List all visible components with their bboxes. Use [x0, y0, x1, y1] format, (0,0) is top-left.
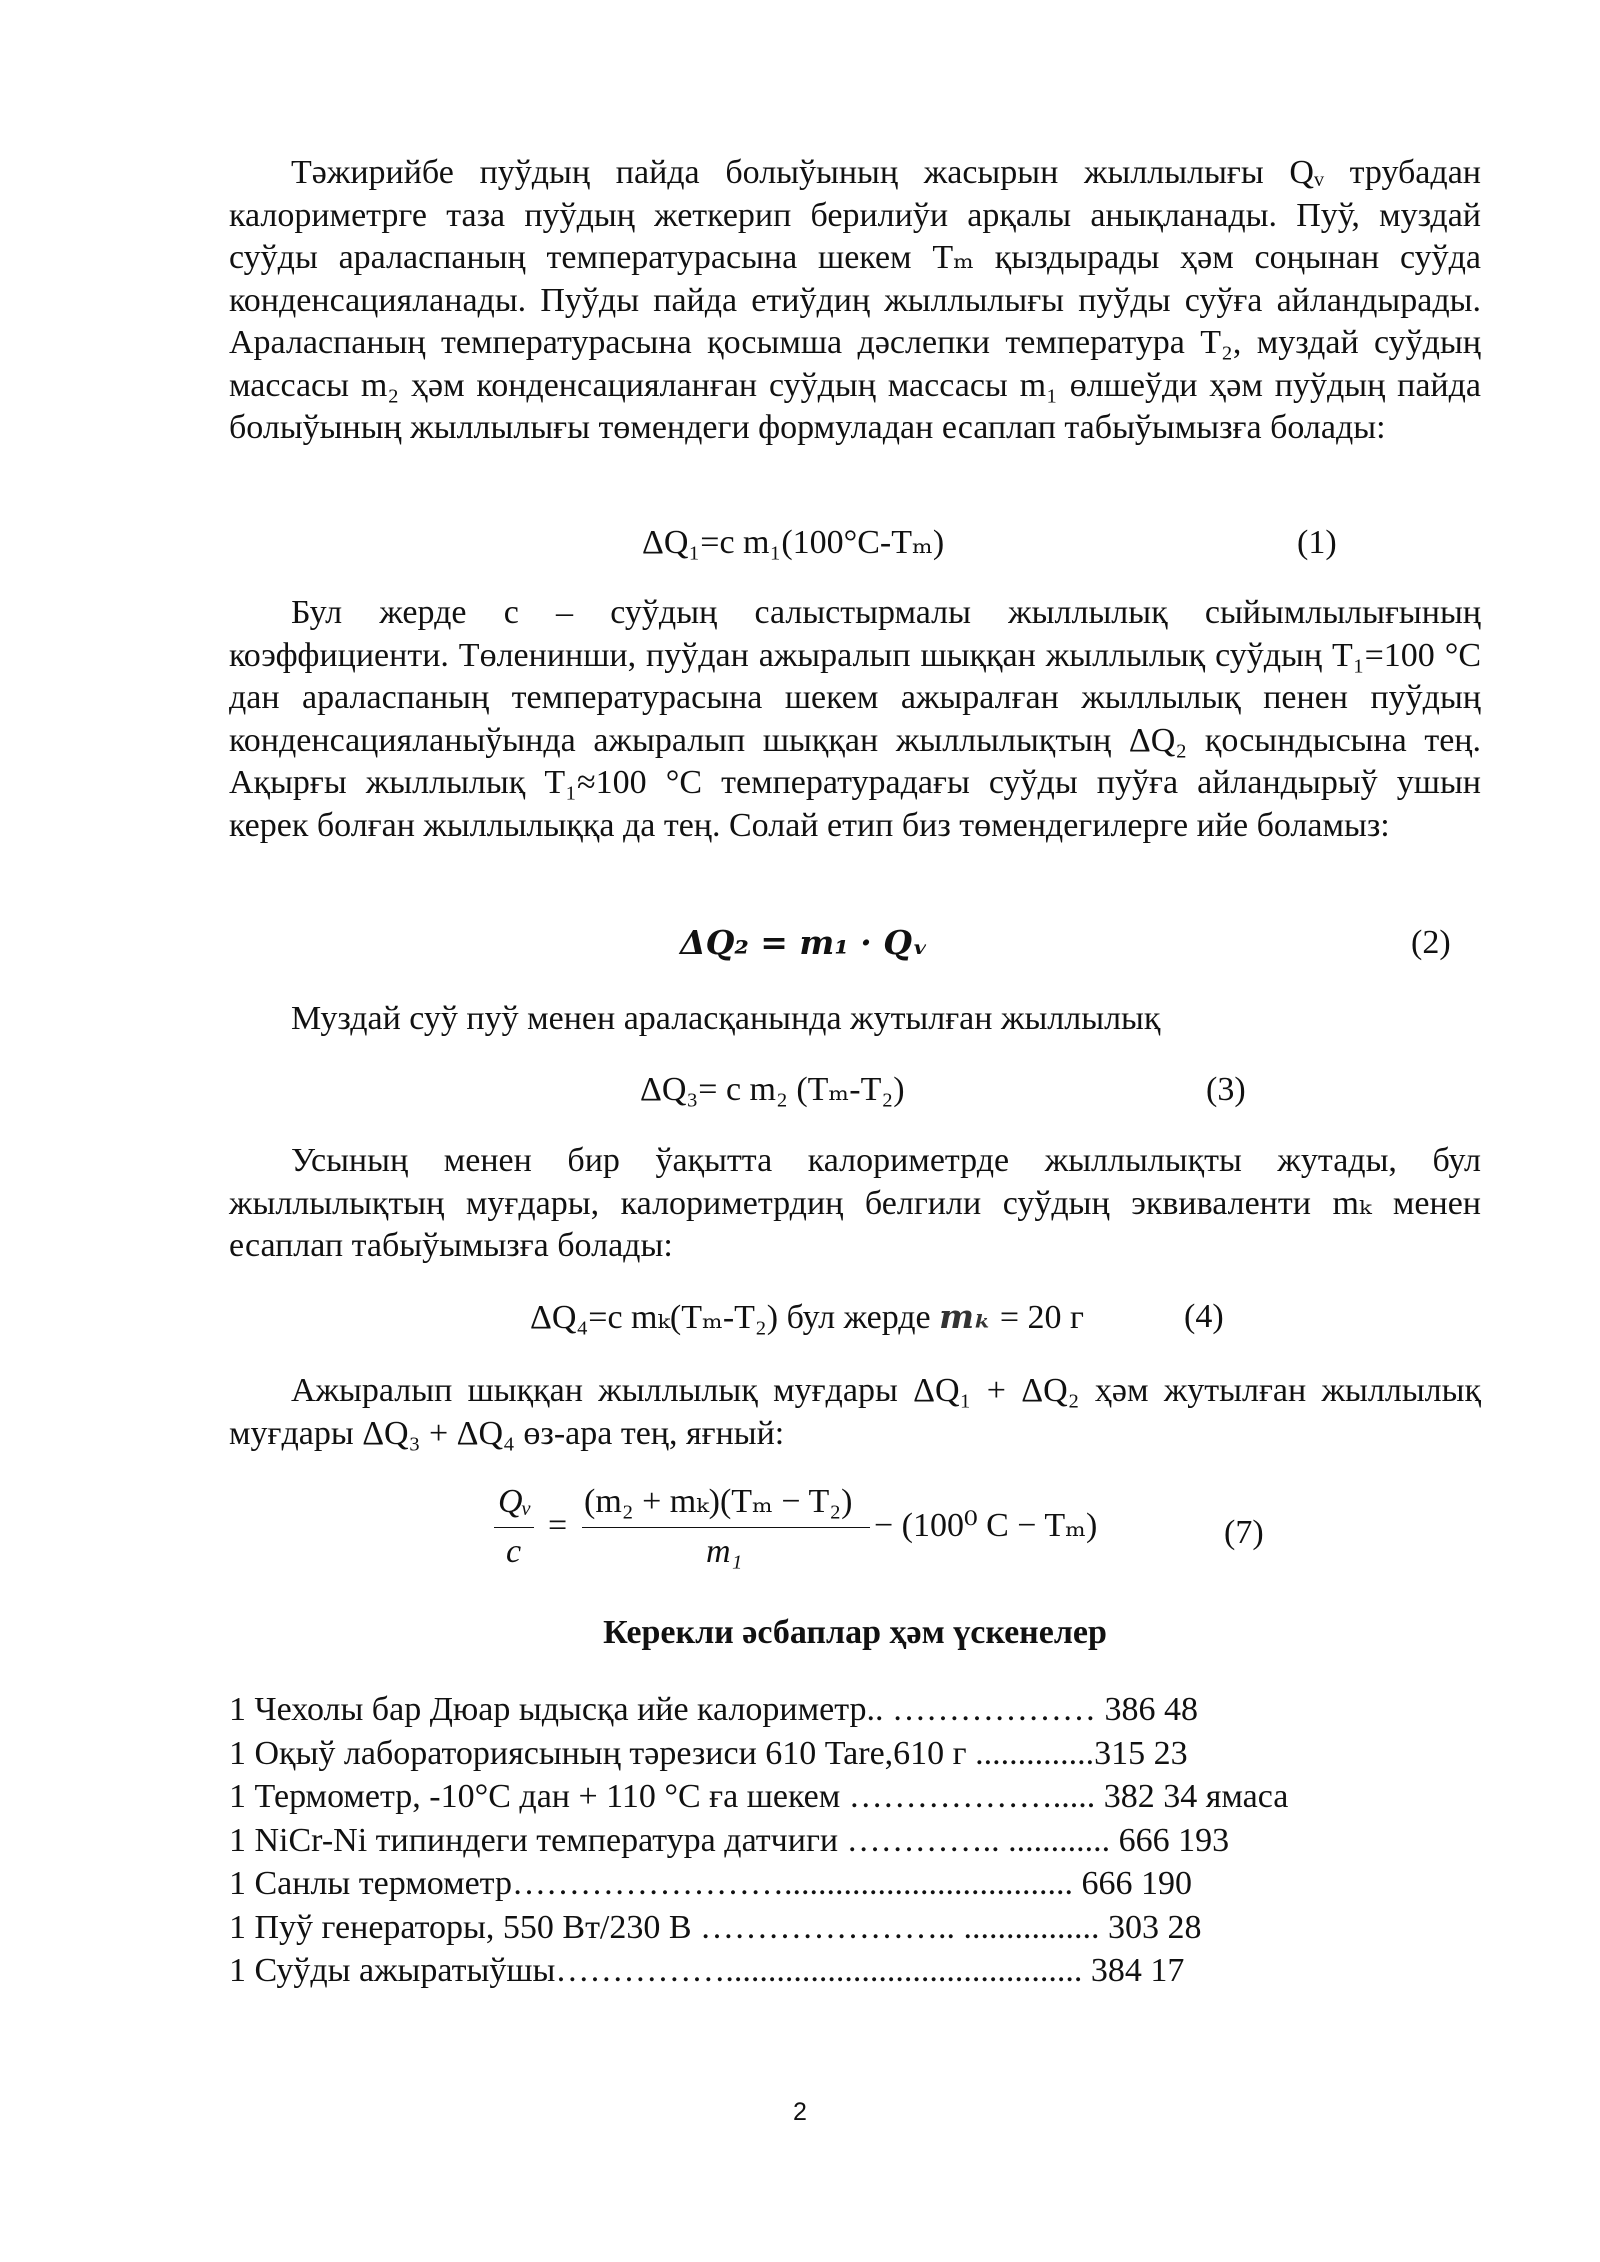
paragraph-intro: Тәжирийбе пуўдың пайда болыўының жасырын жыллылығы Qᵥ трубадан калориметрге таза пуўдың жеткерип берилиўи арқалы анықланады. Пуў, муздай суўды араласпаның температурасына шекем Tₘ қыздырады ҳәм соңынан суўда конденсацияланады. Пуўды пайда етиўдиң жыллылығы пуўды суўға айландырады. Араласпаның температурасына қосымша дәслепки температура T₂, муздай суўдың массасы m₂ ҳәм конденсацияланған суўдың массасы m₁ өлшеўди ҳәм пуўдың пайда болыўының жыллылығы төмендеги формуладан есаплап табыўымызға болады:: [229, 154, 1481, 446]
equipment-list: [229, 1688, 1519, 1993]
equation-7-number: (7): [1224, 1514, 1264, 1551]
section-heading: Керекли әсбаплар ҳәм үскенелер: [603, 1614, 1107, 1651]
page-number: 2: [793, 2098, 807, 2126]
paragraph-calorimeter: Усының менен бир ўақытта калориметрде жыллылықты жутады, бул жыллылықтың муғдары, калориметрдиң белгили суўдың эквиваленти mₖ менен есаплап табыўымызға болады:: [229, 1142, 1481, 1264]
equation-4: [530, 1296, 1084, 1339]
equation-2: ΔQ₂ = m₁ · Qᵥ: [680, 923, 929, 962]
equation-4-text: ΔQ₄=c mₖ(Tₘ-T₂) бул жерде: [530, 1299, 931, 1336]
list-item: 1 Пуў генераторы, 550 Вт/230 В ………………….. ................ 303 28: [229, 1908, 1202, 1946]
equation-4-mk: mₖ: [939, 1297, 992, 1336]
list-item: 1 NiCr-Ni типиндеги температура датчиги ………….. ............ 666 193: [229, 1821, 1230, 1859]
equation-7-equals: =: [548, 1507, 568, 1544]
equation-7-lhs-numerator: Qᵥ: [498, 1483, 533, 1520]
equation-7-rhs-bar: [582, 1527, 870, 1528]
list-item: 1 Санлы термометр…………………….................................. 666 190: [229, 1865, 1192, 1902]
list-item: 1 Суўды ажыратыўшы…………….......................................... 384 17: [229, 1952, 1185, 1989]
equation-1: ΔQ₁=c m₁(100°C-Tₘ): [642, 524, 945, 561]
paragraph-heat-balance: Бул жерде c – суўдың салыстырмалы жыллылық сыйымлылығының коэффициенти. Төленинши, пуўдан ажыралып шыққан жыллылық суўдың T₁=100 °C дан араласпаның температурасына шекем ажыралған жыллылық пенен пуўдың конденсацияланыўында ажыралып шыққан жыллылықтың ΔQ₂ қосындысына тең. Ақырғы жыллылық T₁≈100 °C температурадағы суўды пуўға айландырыў ушын керек болған жыллылыққа да тең. Солай етип биз төмендегилерге ийе боламыз:: [229, 594, 1481, 844]
equation-4-number: (4): [1184, 1298, 1224, 1335]
equation-1-number: (1): [1297, 524, 1337, 561]
list-item: 1 Чехолы бар Дюар ыдысқа ийе калориметр.. ……………… 386 48: [229, 1691, 1198, 1728]
equation-7-tail: − (100⁰ C − Tₘ): [874, 1507, 1098, 1544]
equation-4-value: = 20 г: [999, 1299, 1084, 1336]
equation-7-lhs-denominator: c: [506, 1533, 522, 1570]
list-item: 1 Оқыў лабораториясының тәрезиси 610 Tare,610 г ..............315 23: [229, 1734, 1188, 1772]
equation-3: ΔQ₃= c m₂ (Tₘ-T₂): [640, 1071, 905, 1108]
equation-7-lhs-bar: [494, 1527, 534, 1528]
equation-7-rhs-denominator: m₁: [706, 1533, 743, 1570]
paragraph-balance: Ажыралып шыққан жыллылық муғдары ΔQ₁ + ΔQ₂ ҳәм жутылған жыллылық муғдары ΔQ₃ + ΔQ₄ өз-ара тең, яғный:: [229, 1372, 1481, 1452]
equation-7-rhs-numerator: (m₂ + mₖ)(Tₘ − T₂): [584, 1483, 853, 1520]
equation-2-number: (2): [1411, 924, 1451, 961]
equation-3-number: (3): [1206, 1071, 1246, 1108]
paragraph-absorbed-heat: Муздай суў пуў менен араласқанында жутылған жыллылық: [291, 1000, 1161, 1037]
list-item: 1 Термометр, -10°C дан + 110 °C ға шекем ………………..... 382 34 ямаса: [229, 1778, 1289, 1815]
